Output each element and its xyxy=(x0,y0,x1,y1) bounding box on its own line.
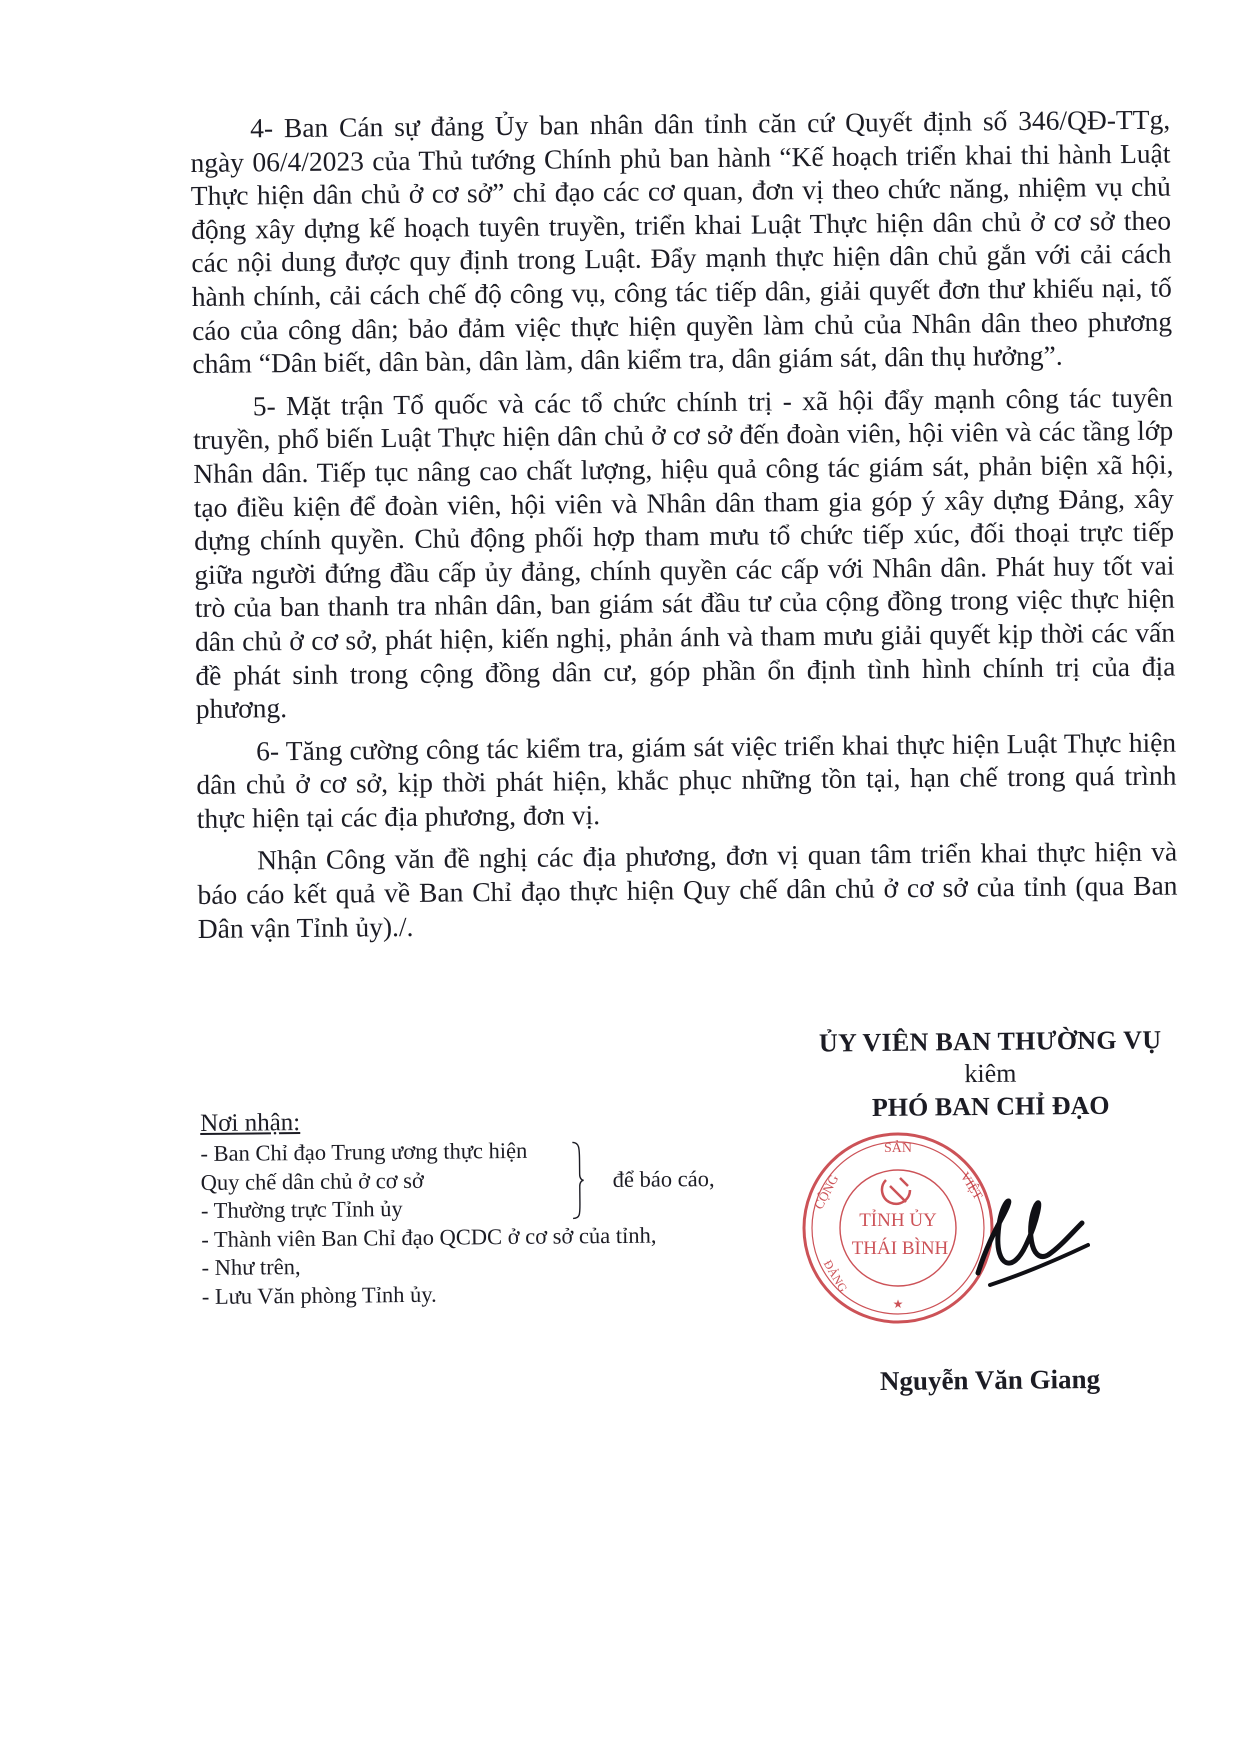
paragraph-5: 5- Mặt trận Tổ quốc và các tổ chức chính trị - xã hội đẩy mạnh công tác tuyên truyền, phổ biến Luật Thực hiện dân chủ ở cơ sở đến đoàn viên, hội viên và các tầng lớp Nhân dân. Tiếp tục nâng cao chất lượng, hiệu quả công tác giám sát, phản biện xã hội, tạo điều kiện để đoàn viên, hội viên và Nhân dân tham gia góp ý xây dựng Đảng, xây dựng chính quyền. Chủ động phối hợp tham mưu tổ chức tiếp xúc, đối thoại trực tiếp giữa người đứng đầu cấp ủy đảng, chính quyền các cấp với Nhân dân. Phát huy tốt vai trò của ban thanh tra nhân dân, ban giám sát đầu tư của cộng đồng trong việc thực hiện dân chủ ở cơ sở, phát hiện, kiến nghị, phản ánh và tham mưu giải quyết kịp thời các vấn đề phát sinh trong cộng đồng dân cư, góp phần ổn định tình hình chính trị của địa phương. xyxy=(192,381,1176,725)
paragraph-6: 6- Tăng cường công tác kiểm tra, giám sát việc triển khai thực hiện Luật Thực hiện dân chủ ở cơ sở, kịp thời phát hiện, khắc phục những tồn tại, hạn chế trong quá trình thực hiện tại các địa phương, đơn vị. xyxy=(196,726,1177,834)
handwritten-signature xyxy=(960,1175,1090,1305)
recipients-heading: Nơi nhận: xyxy=(200,1109,301,1137)
svg-text:★: ★ xyxy=(892,1297,904,1311)
signer-concurrent: kiêm xyxy=(964,1058,1017,1089)
seal-right-text: VIỆT xyxy=(957,1169,987,1203)
recipient-item: - Ban Chỉ đạo Trung ương thực hiện xyxy=(200,1137,528,1166)
recipients-group xyxy=(200,1135,761,1226)
signer-title: ỦY VIÊN BAN THƯỜNG VỤ xyxy=(818,1025,1162,1058)
signer-name: Nguyễn Văn Giang xyxy=(879,1363,1101,1397)
right-brace-icon xyxy=(570,1140,585,1220)
closing-paragraph: Nhận Công văn đề nghị các địa phương, đơn vị quan tâm triển khai thực hiện và báo cáo kết quả về Ban Chỉ đạo thực hiện Quy chế dân chủ ở cơ sở của tỉnh (qua Ban Dân vận Tỉnh ủy)./. xyxy=(197,836,1178,944)
document-body xyxy=(190,103,1178,955)
seal-line-2: THÁI BÌNH xyxy=(851,1238,949,1259)
recipient-item: Quy chế dân chủ ở cơ sở xyxy=(200,1167,424,1195)
recipient-item: - Như trên, xyxy=(201,1254,301,1280)
signer-role: PHÓ BAN CHỈ ĐẠO xyxy=(871,1090,1110,1123)
seal-left-text: CỘNG xyxy=(810,1172,842,1212)
signature-block xyxy=(770,1024,1211,1126)
recipient-item: - Thành viên Ban Chỉ đạo QCDC ở cơ sở của tỉnh, xyxy=(201,1222,657,1252)
recipients-block xyxy=(200,1103,762,1311)
paragraph-4: 4- Ban Cán sự đảng Ủy ban nhân dân tỉnh căn cứ Quyết định số 346/QĐ-TTg, ngày 06/4/2023 của Thủ tướng Chính phủ ban hành “Kế hoạch triển khai thi hành Luật Thực hiện dân chủ ở cơ sở” chỉ đạo các cơ quan, đơn vị theo chức năng, nhiệm vụ chủ động xây dựng kế hoạch tuyên truyền, triển khai Luật Thực hiện dân chủ ở cơ sở theo các nội dung được quy định trong Luật. Đẩy mạnh thực hiện dân chủ gắn với cải cách hành chính, cải cách chế độ công vụ, công tác tiếp dân, giải quyết đơn thư khiếu nại, tố cáo của công dân; bảo đảm việc thực hiện quyền làm chủ của Nhân dân theo phương châm “Dân biết, dân bàn, dân làm, dân kiểm tra, dân giám sát, dân thụ hưởng”. xyxy=(190,103,1173,380)
hammer-sickle-icon xyxy=(882,1178,910,1204)
seal-bottom-left-text: ĐẢNG xyxy=(820,1257,851,1295)
recipient-item: - Lưu Văn phòng Tỉnh ủy. xyxy=(201,1281,437,1309)
recipients-group-note: để báo cáo, xyxy=(612,1166,715,1193)
seal-top-text: SẢN xyxy=(883,1141,913,1156)
seal-line-1: TỈNH ỦY xyxy=(859,1210,937,1231)
recipient-item: - Thường trực Tỉnh ủy xyxy=(200,1196,403,1223)
